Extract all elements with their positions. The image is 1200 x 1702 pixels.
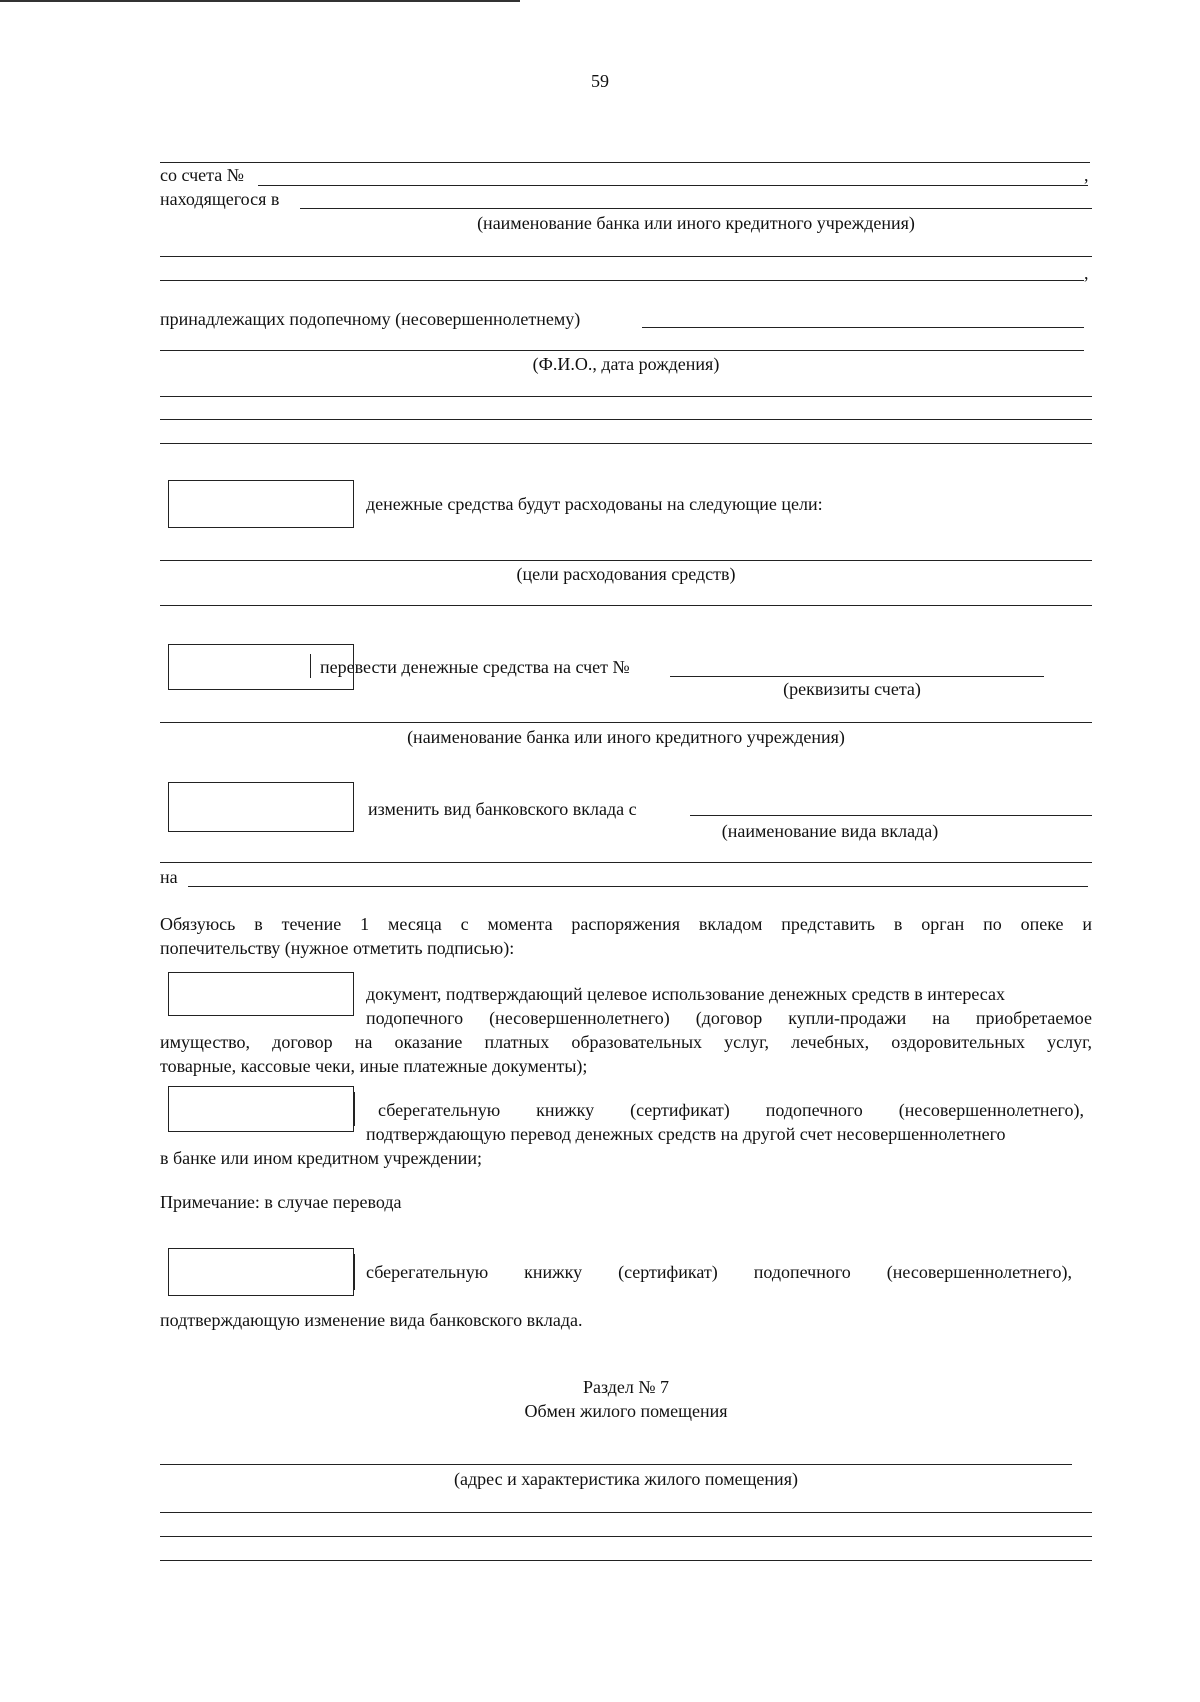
address-caption: (адрес и характеристика жилого помещения) xyxy=(454,1469,798,1489)
spend-purpose-field[interactable] xyxy=(160,560,1092,561)
section-number: Раздел № 7 xyxy=(582,1377,670,1397)
located-in-label: находящегося в xyxy=(160,189,280,209)
bank-name-field[interactable] xyxy=(300,208,1092,209)
address-field-4[interactable] xyxy=(160,1560,1092,1561)
rule xyxy=(160,162,1090,163)
from-account-field[interactable] xyxy=(258,185,1088,186)
blank-line[interactable] xyxy=(160,419,1092,420)
deposit-caption: (наименование вида вклада) xyxy=(721,821,939,841)
ward-fio-field-2[interactable] xyxy=(160,350,1084,351)
doc-1-checkbox[interactable] xyxy=(168,972,354,1016)
change-deposit-label: изменить вид банковского вклада с xyxy=(368,799,637,819)
doc-1-line-3: имущество, договор на оказание платных образовательных услуг, лечебных, оздоровительных услуг, xyxy=(160,1032,1092,1052)
rule xyxy=(160,862,1092,863)
comma: , xyxy=(1084,165,1089,185)
spend-label: денежные средства будут расходованы на следующие цели: xyxy=(366,494,823,514)
to-label: на xyxy=(160,867,178,887)
blank-line[interactable] xyxy=(160,396,1092,397)
bank-caption: (наименование банка или иного кредитного учреждения) xyxy=(477,213,915,233)
address-field-3[interactable] xyxy=(160,1536,1092,1537)
obligation-line-1: Обязуюсь в течение 1 месяца с момента распоряжения вкладом представить в орган по опеке и xyxy=(160,914,1092,934)
deposit-from-field[interactable] xyxy=(690,815,1092,816)
checkbox-mark xyxy=(354,1254,355,1290)
doc-2-line-2: подтверждающую перевод денежных средств на другой счет несовершеннолетнего xyxy=(366,1124,1006,1144)
requisites-caption: (реквизиты счета) xyxy=(783,679,921,699)
section-title: Обмен жилого помещения xyxy=(524,1401,728,1421)
spend-checkbox[interactable] xyxy=(168,480,354,528)
checkbox-mark xyxy=(354,1092,355,1126)
comma: , xyxy=(1084,263,1089,283)
doc-2-checkbox[interactable] xyxy=(168,1086,354,1132)
doc-2-line-1: сберегательную книжку (сертификат) подопечного (несовершеннолетнего), xyxy=(378,1100,1084,1120)
ward-fio-field[interactable] xyxy=(642,327,1084,328)
scan-top-edge xyxy=(0,0,520,2)
doc-3-line-2: подтверждающую изменение вида банковского вклада. xyxy=(160,1310,583,1330)
address-field-2[interactable] xyxy=(160,1512,1092,1513)
blank-line[interactable] xyxy=(160,443,1092,444)
spend-purpose-field-2[interactable] xyxy=(160,605,1092,606)
checkbox-mark xyxy=(310,654,311,678)
transfer-bank-field[interactable] xyxy=(160,722,1092,723)
doc-3-line-1: сберегательную книжку (сертификат) подопечного (несовершеннолетнего), xyxy=(366,1262,1072,1282)
ward-label: принадлежащих подопечному (несовершеннолетнему) xyxy=(160,309,581,329)
doc-1-line-4: товарные, кассовые чеки, иные платежные документы); xyxy=(160,1056,588,1076)
deposit-to-field[interactable] xyxy=(188,886,1088,887)
from-account-label: со счета № xyxy=(160,165,244,185)
bank-name-field-3[interactable] xyxy=(160,280,1084,281)
change-deposit-checkbox[interactable] xyxy=(168,782,354,832)
transfer-label: перевести денежные средства на счет № xyxy=(320,657,630,677)
obligation-line-2: попечительству (нужное отметить подписью): xyxy=(160,938,515,958)
address-field[interactable] xyxy=(160,1464,1072,1465)
transfer-account-field[interactable] xyxy=(670,676,1044,677)
spend-caption: (цели расходования средств) xyxy=(516,564,736,584)
doc-1-line-1: документ, подтверждающий целевое использование денежных средств в интересах xyxy=(366,984,1005,1004)
transfer-bank-caption: (наименование банка или иного кредитного учреждения) xyxy=(407,727,845,747)
page-number: 59 xyxy=(591,71,609,91)
fio-caption: (Ф.И.О., дата рождения) xyxy=(532,354,720,374)
note-text: Примечание: в случае перевода xyxy=(160,1192,402,1212)
doc-2-line-3: в банке или ином кредитном учреждении; xyxy=(160,1148,482,1168)
bank-name-field-2[interactable] xyxy=(160,256,1092,257)
doc-1-line-2: подопечного (несовершеннолетнего) (договор купли-продажи на приобретаемое xyxy=(366,1008,1092,1028)
doc-3-checkbox[interactable] xyxy=(168,1248,354,1296)
